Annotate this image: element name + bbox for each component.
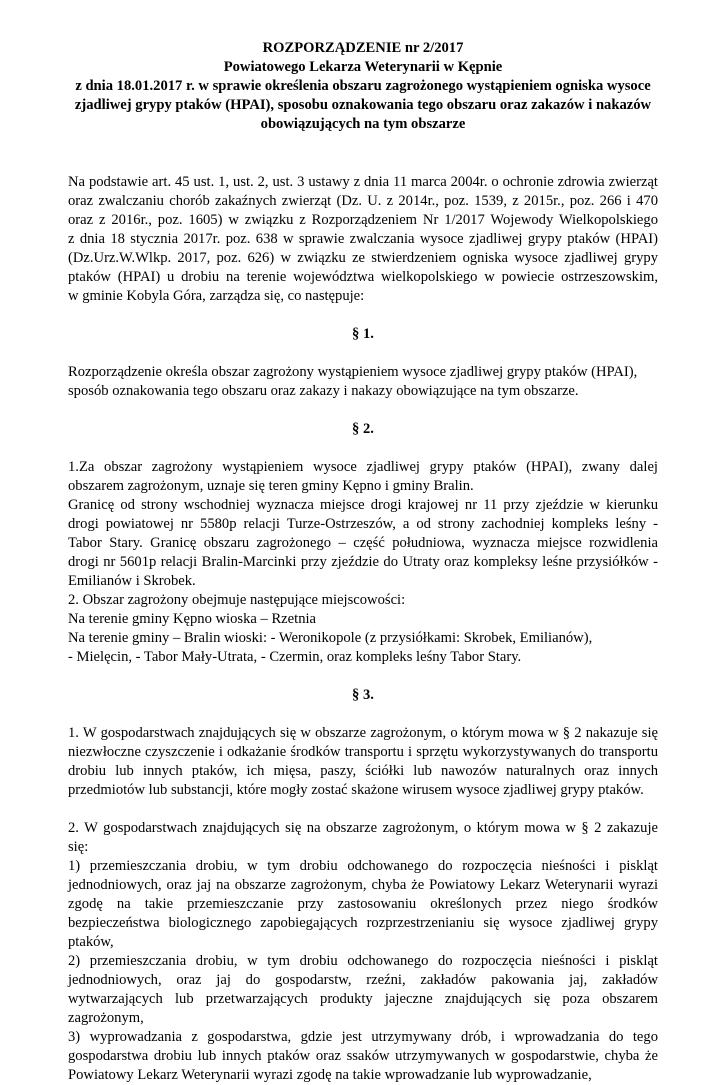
text-line: bezpieczeństwa biologicznego zapobiegających rozprzestrzenianiu się wysoce zjadliwej grypy (68, 915, 658, 931)
text-line: Na podstawie art. 45 ust. 1, ust. 2, ust. 3 ustawy z dnia 11 marca 2004r. o ochronie zdrowia zwierząt (68, 174, 658, 190)
section-heading-2: § 2. (352, 421, 374, 437)
title-line: obowiązujących na tym obszarze (260, 116, 466, 132)
text-line: drogi nr 5601p relacji Bralin-Marcinki przy zjeździe do Utraty oraz kompleksy leśne przysiółków - (68, 554, 658, 570)
text-line: 1.Za obszar zagrożony wystąpieniem wysoce zjadliwej grypy ptaków (HPAI), zwany dalej (68, 459, 658, 475)
title-line: zjadliwej grypy ptaków (HPAI), sposobu oznakowania tego obszaru oraz zakazów i nakazów (74, 97, 652, 113)
text-line: z dnia 18 stycznia 2017r. poz. 638 w sprawie zwalczania wysoce zjadliwej grypy ptaków (HPAI) (68, 231, 658, 247)
text-line: Granicę od strony wschodniej wyznacza miejsce drogi krajowej nr 11 przy zjeździe w kierunku (68, 497, 658, 513)
text-line: gospodarstwa drobiu lub innych ptaków oraz ssaków utrzymywanych w gospodarstwie, chyba że (68, 1048, 658, 1064)
text-line: drogi powiatowej nr 5580p relacji Turze-Ostrzeszów, a od strony zachodniej kompleks leśny - (68, 516, 658, 532)
text-line: jednodniowych, oraz jaj na obszarze zagrożonym, chyba że Powiatowy Lekarz Weterynarii wyrazi (68, 877, 658, 893)
text-line: Na terenie gminy Kępno wioska – Rzetnia (68, 611, 317, 627)
preamble (68, 173, 658, 306)
section-1-body (68, 363, 658, 401)
text-line: przedmiotów lub substancji, które mogły zostać skażone wirusem wysoce zjadliwej grypy ptaków. (68, 782, 644, 798)
text-line: Tabor Stary. Granicę obszaru zagrożonego – część południowa, wyznacza miejsce rozwidlenia (68, 535, 658, 551)
document-title (68, 39, 658, 134)
text-line: w gminie Kobyla Góra, zarządza się, co następuje: (68, 288, 365, 304)
section-heading-3: § 3. (352, 687, 374, 703)
text-line: Powiatowy Lekarz Weterynarii wyrazi zgodę na takie wprowadzanie lub wyprowadzanie, (68, 1067, 592, 1083)
text-line: - Mielęcin, - Tabor Mały-Utrata, - Czermin, oraz kompleks leśny Tabor Stary. (68, 649, 522, 665)
text-line: Emilianów i Skrobek. (68, 573, 196, 589)
text-line: 1) przemieszczania drobiu, w tym drobiu odchowanego do rozpoczęcia nieśności i piskląt (68, 858, 658, 874)
text-line: 3) wyprowadzania z gospodarstwa, gdzie jest utrzymywany drób, i wprowadzania do tego (68, 1029, 658, 1045)
text-line: wytwarzających lub przetwarzających produkty jajeczne znajdujących się poza obszarem (68, 991, 658, 1007)
text-line: 2. Obszar zagrożony obejmuje następujące miejscowości: (68, 592, 406, 608)
text-line: (Dz.Urz.W.Wlkp. 2017, poz. 626) w związku ze stwierdzeniem ogniska wysoce zjadliwej grypy (68, 250, 658, 266)
text-line: 2) przemieszczania drobiu, w tym drobiu odchowanego do rozpoczęcia nieśności i piskląt (68, 953, 658, 969)
text-line: obszarem zagrożonym, uznaje się teren gminy Kępno i gminy Bralin. (68, 478, 474, 494)
text-line: ptaków, (68, 934, 114, 950)
text-line: ptaków (HPAI) u drobiu na terenie województwa wielkopolskiego w powiecie ostrzeszowskim, (68, 269, 658, 285)
text-line: niezwłoczne czyszczenie i odkażanie środków transportu i sprzętu wykorzystywanych do transportu (68, 744, 658, 760)
title-line: Powiatowego Lekarza Weterynarii w Kępnie (223, 59, 503, 75)
section-heading-1: § 1. (352, 326, 374, 342)
text-line: zgodę na takie przemieszczanie przy zastosowaniu określonych przez niego środków (68, 896, 658, 912)
text-line: sposób oznakowania tego obszaru oraz zakazy i nakazy obowiązujące na tym obszarze. (68, 383, 579, 399)
text-line: zagrożonym, (68, 1010, 144, 1026)
document-page (68, 0, 658, 1085)
text-line: się: (68, 839, 89, 855)
text-line: oraz z 2016r., poz. 1605) w związku z Rozporządzeniem Nr 1/2017 Wojewody Wielkopolskiego (68, 212, 658, 228)
text-line: drobiu lub innych ptaków, ich mięsa, paszy, ściółki lub nawozów naturalnych oraz innych (68, 763, 658, 779)
text-line: Na terenie gminy – Bralin wioski: - Weronikopole (z przysiółkami: Skrobek, Emilianów), (68, 630, 593, 646)
text-line: Rozporządzenie określa obszar zagrożony wystąpieniem wysoce zjadliwej grypy ptaków (HPAI), (68, 364, 638, 380)
title-line: z dnia 18.01.2017 r. w sprawie określenia obszaru zagrożonego wystąpieniem ogniska wysoce (75, 78, 651, 94)
title-line: ROZPORZĄDZENIE nr 2/2017 (262, 40, 464, 56)
text-line: oraz zwalczaniu chorób zakaźnych zwierząt (Dz. U. z 2014r., poz. 1539, z 2015r., poz. 266 i 470 (68, 193, 658, 209)
section-3-paragraph-2 (68, 819, 658, 1085)
section-3-paragraph-1 (68, 724, 658, 800)
text-line: 2. W gospodarstwach znajdujących się na obszarze zagrożonym, o którym mowa w § 2 zakazuje (68, 820, 658, 836)
text-line: 1. W gospodarstwach znajdujących się w obszarze zagrożonym, o którym mowa w § 2 nakazuje się (68, 725, 658, 741)
section-2-body (68, 458, 658, 667)
text-line: jednodniowych, oraz jaj do gospodarstw, rzeźni, zakładów pakowania jaj, zakładów (68, 972, 658, 988)
